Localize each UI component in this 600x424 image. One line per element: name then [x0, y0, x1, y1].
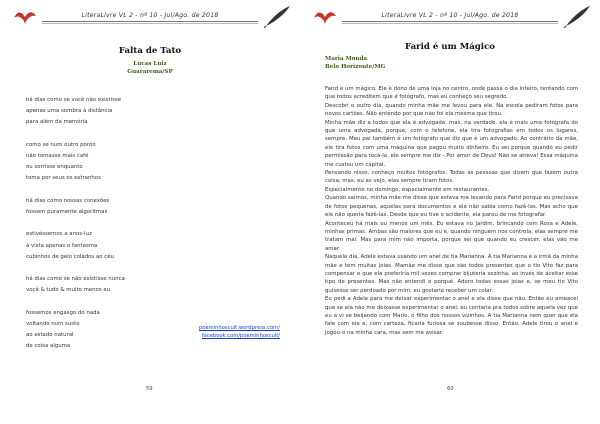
poem-line: para além da memória: [26, 119, 88, 126]
paragraph: Aconteceu há mais ou menos um mês. Eu estava no jardim, brincando com Rosa e Adele, minhas primas. Ambas são maiores que eu e, quando ninguém nos controla, elas sempre me tratam mal. Mas para mim não importa, porque sei que quando eu crescer, elas vão me amar.: [325, 220, 578, 252]
quill-pen-icon: [562, 4, 592, 28]
quill-pen-icon: [262, 4, 292, 28]
blog-link[interactable]: poeminhoscult.wordpress.com/: [198, 325, 280, 331]
paragraph: Eu pedi a Adele para me deixar experimentar o anel e ela disse que não. Então eu ameacei que se ela não me deixasse experimentar o anel, eu contaria pra todos sobre aquela vez que eu a vi se beijando com Mario, o filho dos nossos vizinhos. A tia Marianna nem quer que ela fale com ele e, com certeza, ficaria furiosa se soubesse disso. Então, Adele tirou o anel e jogou-o na minha cara, mas sem me avisar.: [325, 296, 578, 336]
author-block: [325, 55, 385, 71]
paragraph: Descobri o outro dia, quando minha mãe me levou para ele. Na escola pediram fotos para novos cartões. Não entendo por que não foi ela mesma que tirou.: [325, 102, 578, 118]
poem-line: fossemos engasgo do nada: [26, 309, 100, 316]
author-name: Lucas Luiz: [133, 61, 167, 67]
poem-line: ou sorrisse enquanto: [26, 164, 83, 171]
paragraph: Especialmente no domingo, especialmente em restaurantes.: [325, 186, 490, 193]
poem-line: há dias como se você não existisse: [26, 97, 122, 103]
author-location: Belo Horizonte/MG: [325, 64, 386, 70]
stanza: [26, 274, 266, 296]
poem-line: cubinhos de gelo colados ao céu: [26, 253, 114, 260]
stanza: [26, 196, 266, 218]
stanza: [26, 229, 266, 263]
poem-line: não tomasse mais café: [26, 153, 89, 159]
poem-line: fossem puramente algoritmas: [26, 209, 108, 215]
paragraph: Farid é um mágico. Ele é dono de uma loja no centro, onde passa o dia inteiro, tentando com que todos acreditem que é fotógrafo, mas eu conheço seu segredo.: [325, 86, 578, 101]
poem-line: como se num outro ponto: [26, 141, 96, 148]
paragraph: Naquele dia, Adele estava usando um anel de tia Marianna. A tia Marianna é a irmã da minha mãe e tem muitas joias. Mamãe me disse que são todos presentes que o tio Vito faz para compensar e que ela preferiria mil vezes comprar bijuteria sozinha, ao invés de aceitar esse tipo de presentes. Mas não entendi o porquê. Adoro todas essas joias e, se meu tio Vito quisesse ser perdoado por mim, eu gostaria receber um colar.: [325, 254, 579, 294]
page-header: [8, 4, 292, 30]
poem-line: você & tudo & muito menos eu: [26, 287, 111, 294]
page-header: [308, 4, 592, 30]
header-rule: [42, 21, 258, 22]
poem-line: de coisa alguma: [26, 343, 71, 350]
header-title: LiteraLivre VL 2 - nº 10 - Jul/Ago. de 2018: [381, 12, 519, 19]
stanza: [26, 95, 266, 129]
poem-line: voltando num susto: [26, 320, 80, 327]
facebook-link[interactable]: facebook.com/poeminhoscult/: [201, 332, 280, 339]
poem-line: ao estado natural: [26, 332, 74, 339]
paragraph: Quando saímos, minha mãe me disse que estava me levando para Farid porque eu precisava de fotos pequenas, aquelas para documentos e ela não sabia como fazê-las. Mas acho que ele não queria fazê-las. Desde que eu tive o acidente, ela parou de me fotografar.: [325, 195, 578, 219]
poem-line: há dias como se não existisse nunca: [26, 276, 125, 283]
poem-line: apenas uma sombra à distância: [26, 108, 113, 115]
right-page: [300, 0, 600, 424]
paragraph: Pensando nisso, conheço muitos fotógrafos. Todas as pessoas que dizem que fazem outra coisa, mas, eu as vejo, elas sempre tiram fotos.: [325, 170, 578, 185]
page-number: 59: [146, 386, 153, 392]
header-title: LiteraLivre VL 2 - nº 10 - Jul/Ago. de 2018: [81, 12, 219, 19]
paragraph: Minha mãe diz a todos que ela é advogada, mas, na verdade, ela é mais uma fotógrafa do que uma advogada, porque, com o telefone, ela tira fotografias em todos os lugares, sempre. Meu pai também é um fotógrafo que diz que é um advogado. Ao contrário da mãe, ele tira fotos com uma máquina que pagou muito dinheiro. Eu sei porque quando eu pedir permissão para tocá-la, ele sempre me diz - Por amor de Deus! Não se atreva! Essa máquina me custou um capital.: [325, 119, 578, 168]
author-block: [0, 60, 300, 76]
bird-icon: [312, 6, 338, 28]
poem-line: à vista apenas o fantasma: [26, 242, 98, 249]
header-rule-thin: [42, 23, 258, 24]
stanza: [26, 140, 266, 185]
poem-line: há dias como nossas conexões: [26, 197, 110, 204]
poem-body: [26, 95, 266, 364]
bird-icon: [12, 6, 38, 28]
poem-title: Falta de Tato: [118, 46, 182, 56]
poem-line: estivéssemos a anos-luz: [26, 231, 92, 238]
story-title: Farid é um Mágico: [404, 42, 496, 52]
author-location: Guararema/SP: [127, 69, 173, 75]
author-links: [100, 325, 280, 340]
header-rule: [342, 21, 558, 22]
poem-line: toma por seus os estranhos: [26, 175, 101, 182]
page-number: 60: [447, 386, 454, 392]
header-rule-thin: [342, 23, 558, 24]
author-name: Maria Monda: [325, 56, 367, 62]
story-body: [325, 85, 578, 337]
